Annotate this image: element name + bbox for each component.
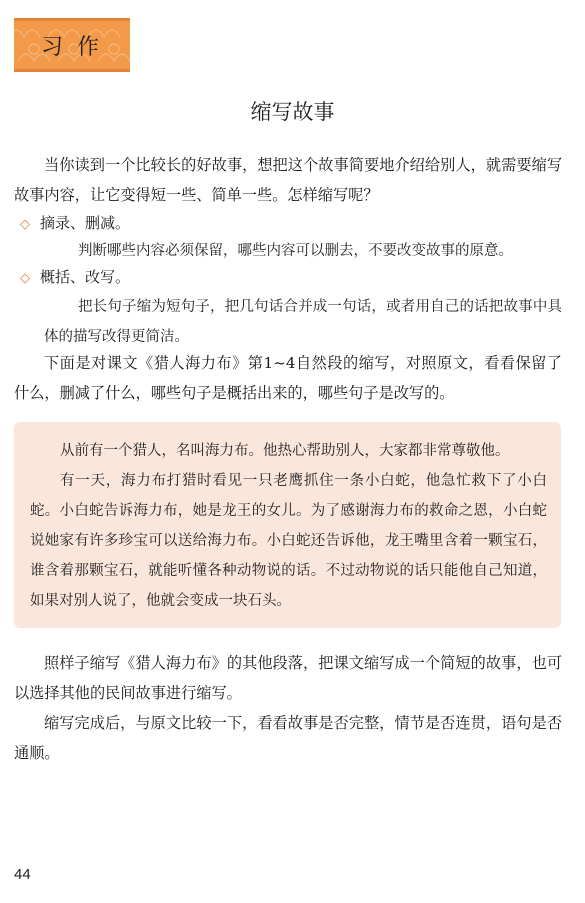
page-number: 44 bbox=[14, 866, 31, 883]
excerpt-box bbox=[14, 422, 561, 628]
tip-2 bbox=[20, 264, 130, 292]
tip-1 bbox=[20, 210, 130, 238]
task-paragraph: 照样子缩写《猎人海力布》的其他段落，把课文缩写成一个简短的故事，也可以选择其他的民间故事进行缩写。 bbox=[14, 654, 562, 702]
tip-1-heading: 摘录、删减。 bbox=[40, 214, 131, 232]
section-tag-label: 习作 bbox=[40, 34, 113, 60]
diamond-bullet-icon: ◇ bbox=[20, 217, 30, 232]
lead-in-paragraph: 下面是对课文《猎人海力布》第1~4自然段的缩写，对照原文，看看保留了什么，删减了什么，哪些句子是概括出来的，哪些句子是改写的。 bbox=[14, 354, 562, 402]
page-title: 缩写故事 bbox=[250, 100, 335, 124]
tip-2-detail: 把长句子缩为短句子，把几句话合并成一句话，或者用自己的话把故事中具体的描写改得更简洁。 bbox=[44, 299, 562, 345]
intro-paragraph: 当你读到一个比较长的好故事，想把这个故事简要地介绍给别人，就需要缩写故事内容，让它变得短一些、简单一些。怎样缩写呢？ bbox=[14, 156, 562, 204]
section-tag bbox=[14, 18, 130, 72]
tip-1-detail: 判断哪些内容必须保留，哪些内容可以删去，不要改变故事的原意。 bbox=[78, 243, 513, 259]
excerpt-paragraph-2: 有一天，海力布打猎时看见一只老鹰抓住一条小白蛇，他急忙救下了小白蛇。小白蛇告诉海力布，她是龙王的女儿。为了感谢海力布的救命之恩，小白蛇说她家有许多珍宝可以送给海力布。小白蛇还告诉他，龙王嘴里含着一颗宝石，谁含着那颗宝石，就能听懂各种动物说的话。不过动物说的话只能他自己知道，如果对别人说了，他就会变成一块石头。 bbox=[30, 473, 547, 609]
closing-paragraph: 缩写完成后，与原文比较一下，看看故事是否完整，情节是否连贯，语句是否通顺。 bbox=[14, 714, 562, 762]
tip-2-heading: 概括、改写。 bbox=[40, 268, 131, 286]
diamond-bullet-icon: ◇ bbox=[20, 271, 30, 286]
excerpt-paragraph-1: 从前有一个猎人，名叫海力布。他热心帮助别人，大家都非常尊敬他。 bbox=[60, 443, 510, 459]
